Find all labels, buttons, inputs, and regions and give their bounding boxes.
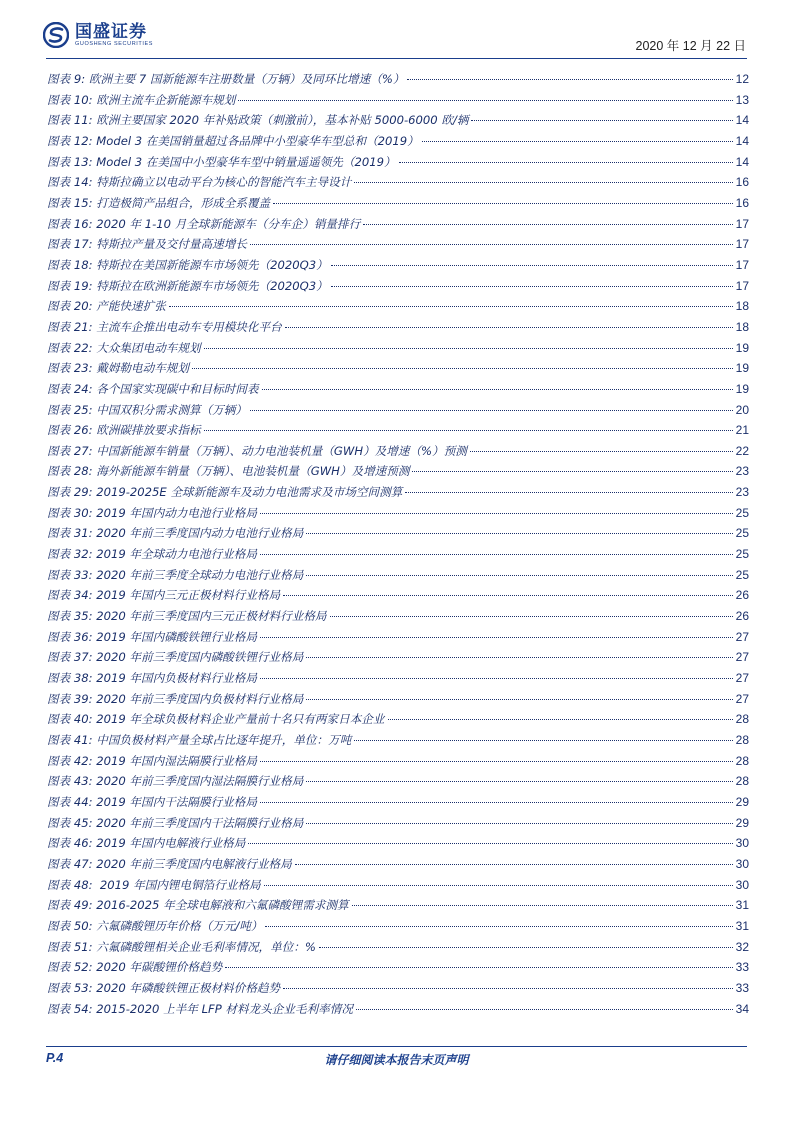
toc-dot-leader [260,678,733,679]
toc-figure-label: 图表 14: [47,175,93,190]
toc-figure-title: 2019 年国内电解液行业格局 [96,836,246,851]
toc-figure-label: 图表 17: [47,237,93,252]
toc-dot-leader [407,79,732,80]
toc-dot-leader [260,637,733,638]
toc-row[interactable] [47,544,749,565]
toc-page-number: 17 [735,216,749,231]
toc-figure-title: 2020 年前三季度国内动力电池行业格局 [96,526,304,541]
toc-page-number: 23 [735,485,749,500]
company-name-en: GUOSHENG SECURITIES [75,40,154,47]
toc-row[interactable] [47,358,749,379]
toc-figure-title: 欧洲主流车企新能源车规划 [96,92,236,107]
toc-page-number: 28 [735,712,749,727]
toc-page-number: 19 [735,361,749,376]
toc-row[interactable] [47,937,749,958]
toc-figure-title: 2016-2025 年全球电解液和六氟磷酸锂需求测算 [96,898,349,913]
toc-figure-title: 2019 年国内干法隔膜行业格局 [96,794,257,809]
toc-page-number: 26 [735,588,749,603]
toc-row[interactable] [47,461,749,482]
toc-row[interactable] [47,317,749,338]
toc-page-number: 29 [735,794,749,809]
toc-page-number: 34 [735,1001,749,1016]
toc-dot-leader [471,120,732,121]
toc-row[interactable] [47,978,749,999]
toc-page-number: 28 [735,753,749,768]
toc-page-number: 17 [735,278,749,293]
toc-page-number: 27 [735,650,749,665]
toc-figure-label: 图表 21: [47,319,93,334]
toc-figure-title: 大众集团电动车规划 [96,340,201,355]
toc-figure-label: 图表 16: [47,216,93,231]
toc-page-number: 30 [735,856,749,871]
toc-figure-title: 戴姆勒电动车规划 [96,361,189,376]
toc-page-number: 21 [735,423,749,438]
toc-dot-leader [248,843,732,844]
toc-dot-leader [306,823,732,824]
toc-row[interactable] [47,709,749,730]
toc-dot-leader [399,162,733,163]
toc-figure-label: 图表 10: [47,92,93,107]
toc-page-number: 30 [735,877,749,892]
toc-dot-leader [238,100,732,101]
toc-dot-leader [412,471,732,472]
header-divider [46,58,747,59]
page-number: P.4 [46,1051,64,1065]
toc-row[interactable] [47,792,749,813]
toc-figure-label: 图表 25: [47,402,93,417]
toc-figure-label: 图表 22: [47,340,93,355]
toc-figure-label: 图表 34: [47,588,93,603]
toc-row[interactable] [47,69,749,90]
toc-figure-title: 2019 年国内磷酸铁锂行业格局 [96,629,257,644]
toc-figure-title: 2020 年前三季度国内磷酸铁锂行业格局 [96,650,304,665]
toc-dot-leader [331,265,733,266]
toc-dot-leader [306,699,732,700]
toc-row[interactable] [47,585,749,606]
toc-row[interactable] [47,276,749,297]
toc-dot-leader [260,513,733,514]
toc-dot-leader [262,389,733,390]
toc-figure-label: 图表 46: [47,836,93,851]
toc-page-number: 32 [735,939,749,954]
toc-figure-label: 图表 19: [47,278,93,293]
toc-figure-label: 图表 44: [47,794,93,809]
toc-figure-label: 图表 20: [47,299,93,314]
toc-page-number: 17 [735,237,749,252]
toc-figure-title: 特斯拉在美国新能源车市场领先（2020Q3） [96,257,328,272]
toc-row[interactable] [47,833,749,854]
toc-page-number: 23 [735,464,749,479]
toc-page-number: 17 [735,257,749,272]
toc-figure-title: 2019 年国内湿法隔膜行业格局 [96,753,257,768]
toc-row[interactable] [47,999,749,1020]
toc-row[interactable] [47,668,749,689]
toc-row[interactable] [47,379,749,400]
toc-row[interactable] [47,854,749,875]
toc-figure-label: 图表 33: [47,567,93,582]
toc-figure-title: 中国双积分需求测算（万辆） [96,402,247,417]
toc-figure-label: 图表 40: [47,712,93,727]
toc-page-number: 30 [735,836,749,851]
toc-figure-label: 图表 15: [47,195,93,210]
toc-dot-leader [354,740,732,741]
toc-page-number: 22 [735,443,749,458]
toc-dot-leader [283,988,732,989]
toc-figure-title: 2020 年前三季度国内负极材料行业格局 [96,691,304,706]
toc-figure-label: 图表 51: [47,939,93,954]
toc-figure-label: 图表 30: [47,505,93,520]
toc-page-number: 16 [735,175,749,190]
toc-dot-leader [363,224,732,225]
toc-row[interactable] [47,523,749,544]
toc-dot-leader [388,719,733,720]
toc-figure-title: 特斯拉确立以电动平台为核心的智能汽车主导设计 [96,175,352,190]
toc-figure-label: 图表 23: [47,361,93,376]
toc-page-number: 16 [735,195,749,210]
toc-figure-label: 图表 39: [47,691,93,706]
toc-figure-title: 2020 年碳酸锂价格趋势 [96,960,223,975]
toc-row[interactable] [47,131,749,152]
toc-row[interactable] [47,172,749,193]
toc-figure-label: 图表 31: [47,526,93,541]
toc-dot-leader [330,616,733,617]
toc-figure-label: 图表 52: [47,960,93,975]
toc-page-number: 27 [735,629,749,644]
disclaimer-note: 请仔细阅读本报告末页声明 [324,1053,469,1067]
toc-figure-label: 图表 38: [47,671,93,686]
toc-row[interactable] [47,503,749,524]
toc-row[interactable] [47,689,749,710]
toc-page-number: 19 [735,381,749,396]
toc-row[interactable] [47,916,749,937]
toc-row[interactable] [47,255,749,276]
toc-row[interactable] [47,606,749,627]
toc-figure-title: 2019 年国内三元正极材料行业格局 [96,588,281,603]
toc-figure-label: 图表 43: [47,774,93,789]
toc-dot-leader [295,864,733,865]
toc-figure-title: 2020 年 1-10 月全球新能源车（分车企）销量排行 [96,216,361,231]
toc-dot-leader [356,1009,733,1010]
toc-row[interactable] [47,627,749,648]
toc-page-number: 27 [735,671,749,686]
toc-figure-title: 欧洲主要 7 国新能源车注册数量（万辆）及同环比增速（%） [88,72,405,86]
toc-page-number: 26 [735,609,749,624]
toc-row[interactable] [47,730,749,751]
toc-figure-title: 2019-2025E 全球新能源车及动力电池需求及市场空间测算 [96,485,403,500]
toc-row[interactable] [47,751,749,772]
toc-dot-leader [265,926,732,927]
toc-row[interactable] [47,90,749,111]
toc-page-number: 18 [735,319,749,334]
toc-dot-leader [204,348,733,349]
toc-figure-title: 欧洲碳排放要求指标 [96,423,201,438]
toc-dot-leader [260,761,733,762]
toc-page-number: 25 [735,526,749,541]
toc-dot-leader [306,575,732,576]
toc-dot-leader [264,885,733,886]
toc-figure-label: 图表 50: [47,918,93,933]
toc-page-number: 20 [735,402,749,417]
toc-figure-title: 2020 年前三季度国内干法隔膜行业格局 [96,815,304,830]
toc-figure-title: 特斯拉在欧洲新能源车市场领先（2020Q3） [96,278,328,293]
toc-row[interactable] [47,152,749,173]
toc-figure-title: 2020 年磷酸铁锂正极材料价格趋势 [96,980,281,995]
toc-page-number: 33 [735,980,749,995]
toc-dot-leader [470,451,733,452]
toc-page-number: 25 [735,505,749,520]
toc-figure-title: 中国负极材料产量全球占比逐年提升，单位：万吨 [96,733,352,747]
company-name-cn: 国盛证券 [75,21,147,42]
toc-figure-label: 图表 11: [47,113,93,128]
toc-dot-leader [250,410,733,411]
toc-figure-label: 图表 36: [47,629,93,644]
toc-row[interactable] [47,957,749,978]
toc-page-number: 13 [735,92,749,107]
toc-row[interactable] [47,895,749,916]
toc-figure-title: 各个国家实现碳中和目标时间表 [96,381,259,396]
toc-figure-label: 图表 42: [47,753,93,768]
company-logo [43,22,153,48]
toc-figure-label: 图表 45: [47,815,93,830]
toc-figure-title: 欧洲主要国家 2020 年补贴政策（刺激前），基本补贴 5000-6000 欧/辆 [96,113,469,128]
toc-row[interactable] [47,441,749,462]
toc-page-number: 29 [735,815,749,830]
toc-row[interactable] [47,193,749,214]
toc-figure-title: 2020 年前三季度国内电解液行业格局 [96,856,292,871]
toc-figure-title: 产能快速扩张 [96,299,166,314]
page-header [0,0,793,62]
toc-figure-title: Model 3 在美国销量超过各品牌中小型豪华车型总和（2019） [96,133,419,148]
toc-dot-leader [283,595,732,596]
toc-figure-label: 图表 28: [47,464,93,479]
toc-dot-leader [422,141,733,142]
toc-figure-label: 图表 35: [47,609,93,624]
toc-figure-label: 图表 41: [47,733,93,747]
toc-figure-title: 2019 年国内负极材料行业格局 [96,671,257,686]
company-logo-icon [43,22,69,48]
toc-page-number: 18 [735,299,749,314]
toc-figure-label: 图表 54: [47,1001,93,1016]
toc-page-number: 33 [735,960,749,975]
toc-figure-title: 特斯拉产量及交付量高速增长 [96,237,247,252]
toc-row[interactable] [47,565,749,586]
toc-figure-label: 图表 47: [47,856,93,871]
toc-figure-label: 图表 9: [47,72,86,86]
toc-row[interactable] [47,482,749,503]
toc-page-number: 31 [735,898,749,913]
toc-dot-leader [169,306,733,307]
report-date: 2020 年 12 月 22 日 [635,39,746,53]
toc-figure-title: 2020 年前三季度全球动力电池行业格局 [96,567,304,582]
toc-row[interactable] [47,813,749,834]
toc-figure-title: 中国新能源车销量（万辆）、动力电池装机量（GWH）及增速（%）预测 [96,443,467,458]
toc-page-number: 19 [735,340,749,355]
toc-figure-title: Model 3 在美国中小型豪华车型中销量遥遥领先（2019） [96,154,396,169]
toc-figure-title: 海外新能源车销量（万辆）、电池装机量（GWH）及增速预测 [96,464,410,479]
toc-dot-leader [405,492,732,493]
toc-figure-label: 图表 48: [47,877,93,892]
toc-dot-leader [306,533,732,534]
toc-dot-leader [285,327,733,328]
toc-figure-title: 六氟磷酸锂历年价格（万元/吨） [96,918,263,933]
toc-figure-label: 图表 27: [47,443,93,458]
footer-divider [46,1046,747,1047]
toc-figure-label: 图表 24: [47,381,93,396]
toc-dot-leader [250,244,733,245]
toc-figure-label: 图表 18: [47,257,93,272]
toc-figure-title: 主流车企推出电动车专用模块化平台 [96,319,282,334]
toc-page-number: 25 [735,547,749,562]
toc-dot-leader [260,554,733,555]
toc-dot-leader [354,182,732,183]
toc-figure-title: 六氟磷酸锂相关企业毛利率情况，单位：% [96,939,316,954]
toc-figure-label: 图表 49: [47,898,93,913]
toc-figure-label: 图表 12: [47,133,93,148]
toc-page-number: 25 [735,567,749,582]
toc-dot-leader [306,781,732,782]
toc-figure-label: 图表 53: [47,980,93,995]
toc-page-number: 28 [735,733,749,747]
toc-dot-leader [306,657,732,658]
toc-row[interactable] [47,110,749,131]
toc-figure-title: 打造极简产品组合，形成全系覆盖 [96,195,271,210]
toc-row[interactable] [47,338,749,359]
toc-figure-title: 2019 年国内锂电铜箔行业格局 [96,877,261,892]
toc-figure-title: 2020 年前三季度国内三元正极材料行业格局 [96,609,327,624]
toc-page-number: 14 [735,113,749,128]
toc-row[interactable] [47,296,749,317]
toc-row[interactable] [47,771,749,792]
toc-page-number: 27 [735,691,749,706]
toc-page-number: 31 [735,918,749,933]
toc-figure-label: 图表 26: [47,423,93,438]
toc-dot-leader [352,905,733,906]
toc-figure-title: 2019 年全球负极材料企业产量前十名只有两家日本企业 [96,712,385,727]
toc-figure-label: 图表 37: [47,650,93,665]
toc-figure-title: 2015-2020 上半年 LFP 材料龙头企业毛利率情况 [96,1001,353,1016]
toc-page-number: 14 [735,154,749,169]
toc-row[interactable] [47,400,749,421]
toc-dot-leader [192,368,733,369]
toc-page-number: 28 [735,774,749,789]
toc-dot-leader [319,947,733,948]
toc-row[interactable] [47,875,749,896]
toc-figure-label: 图表 13: [47,154,93,169]
toc-figure-label: 图表 32: [47,547,93,562]
figure-index-list [47,69,749,1019]
toc-figure-title: 2019 年全球动力电池行业格局 [96,547,257,562]
toc-row[interactable] [47,234,749,255]
toc-dot-leader [260,802,733,803]
toc-dot-leader [273,203,732,204]
toc-dot-leader [331,286,733,287]
toc-figure-title: 2020 年前三季度国内湿法隔膜行业格局 [96,774,304,789]
toc-page-number: 12 [735,72,749,86]
toc-row[interactable] [47,647,749,668]
toc-dot-leader [204,430,733,431]
toc-dot-leader [225,967,732,968]
toc-page-number: 14 [735,133,749,148]
toc-row[interactable] [47,214,749,235]
toc-row[interactable] [47,420,749,441]
toc-figure-title: 2019 年国内动力电池行业格局 [96,505,257,520]
toc-figure-label: 图表 29: [47,485,93,500]
